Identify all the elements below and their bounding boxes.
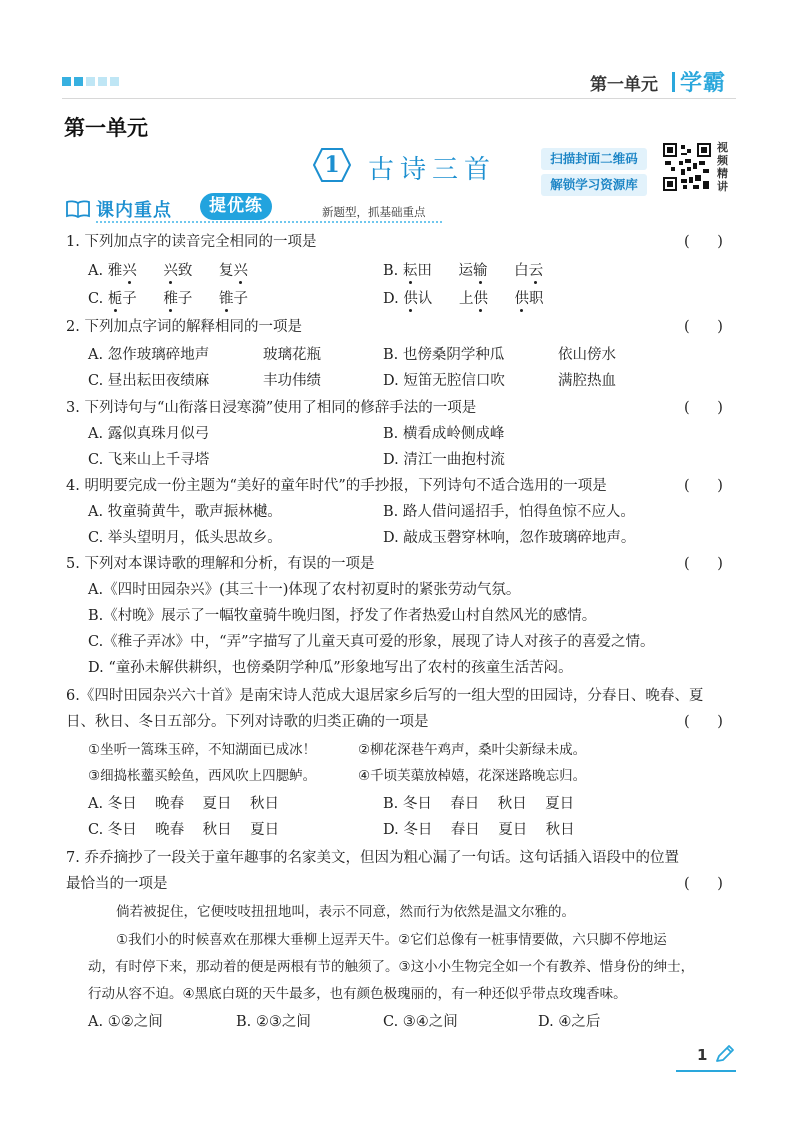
answer-bracket[interactable]: ( ) — [684, 876, 723, 892]
section-subtitle: 新题型，抓基础重点 — [322, 205, 426, 219]
q6-poem-3: ③细捣枨虀买鲙鱼，西风吹上四腮鲈。 — [88, 768, 317, 784]
question-4-stem: 4. 明明要完成一份主题为“美好的童年时代”的手抄报，下列诗句不适合选用的一项是 — [66, 478, 607, 494]
section-divider — [96, 221, 442, 223]
q1-option-d: D. 供认 上供 供职 — [383, 291, 544, 307]
q2-option-b-2: 依山傍水 — [558, 347, 616, 363]
q1-option-c: C. 栀子 稚子 锥子 — [88, 291, 249, 307]
q7-missing-sentence: 倘若被捉住，它便吱吱扭扭地叫，表示不同意，然而行为依然是温文尔雅的。 — [116, 904, 575, 920]
q4-option-c: C. 举头望明月，低头思故乡。 — [88, 530, 282, 546]
question-6-stem-line1: 6.《四时田园杂兴六十首》是南宋诗人范成大退居家乡后写的一组大型的田园诗，分春日、晚春、夏 — [66, 688, 704, 704]
question-5-stem: 5. 下列对本课诗歌的理解和分析，有误的一项是 — [66, 556, 375, 572]
question-7-stem-line2: 最恰当的一项是 — [66, 876, 168, 892]
q6-option-a: A. 冬日 晚春 夏日 秋日 — [88, 796, 279, 812]
q6-poem-4: ④千顷芙蕖放棹嬉，花深迷路晚忘归。 — [358, 768, 587, 784]
q6-option-b: B. 冬日 春日 秋日 夏日 — [383, 796, 575, 812]
question-7-stem-line1: 7. 乔乔摘抄了一段关于童年趣事的名家美文，但因为粗心漏了一句话。这句话插入语段中的位置 — [66, 850, 679, 866]
qr-prompt — [541, 148, 647, 200]
q3-option-c: C. 飞来山上千寻塔 — [88, 452, 210, 468]
q7-option-a: A. ①②之间 — [88, 1014, 163, 1030]
q5-option-c: C.《稚子弄冰》中，“弄”字描写了儿童天真可爱的形象，展现了诗人对孩子的喜爱之情。 — [88, 634, 655, 650]
question-6-stem-line2: 日、秋日、冬日五部分。下列对诗歌的归类正确的一项是 — [66, 714, 429, 730]
q1-option-a: A. 雅兴 兴致 复兴 — [88, 263, 248, 279]
question-1-stem: 1. 下列加点字的读音完全相同的一项是 — [66, 234, 317, 250]
q6-poem-2: ②柳花深巷午鸡声，桑叶尖新绿未成。 — [358, 742, 587, 758]
q4-option-a: A. 牧童骑黄牛，歌声振林樾。 — [88, 504, 282, 520]
lesson-number: 1 — [324, 152, 340, 178]
answer-bracket[interactable]: ( ) — [684, 556, 723, 572]
q3-option-d: D. 清江一曲抱村流 — [383, 452, 505, 468]
qr-code-icon[interactable] — [663, 143, 711, 191]
q2-option-c-1: C. 昼出耘田夜绩麻 — [88, 373, 210, 389]
q3-option-a: A. 露似真珠月似弓 — [88, 426, 210, 442]
brand-logo: 学霸 — [672, 66, 726, 97]
q5-option-b: B.《村晚》展示了一幅牧童骑牛晚归图，抒发了作者热爱山村自然风光的感情。 — [88, 608, 597, 624]
q3-option-b: B. 横看成岭侧成峰 — [383, 426, 505, 442]
q2-option-b-1: B. 也傍桑阴学种瓜 — [383, 347, 505, 363]
header-rule — [62, 98, 736, 99]
q2-option-c-2: 丰功伟绩 — [263, 373, 321, 389]
answer-bracket[interactable]: ( ) — [684, 400, 723, 416]
question-3-stem: 3. 下列诗句与“山衔落日浸寒漪”使用了相同的修辞手法的一项是 — [66, 400, 477, 416]
q7-option-d: D. ④之后 — [538, 1014, 601, 1030]
q4-option-d: D. 敲成玉磬穿林响，忽作玻璃碎地声。 — [383, 530, 636, 546]
answer-bracket[interactable]: ( ) — [684, 714, 723, 730]
q2-option-a-1: A. 忽作玻璃碎地声 — [88, 347, 210, 363]
section-pill: 提优练 — [200, 193, 272, 220]
footer-rule — [676, 1070, 736, 1072]
q7-passage-line1: ①我们小的时候喜欢在那棵大垂柳上逗弄天牛。②它们总像有一桩事情要做，六只脚不停地运 — [116, 932, 667, 948]
unit-title: 第一单元 — [64, 116, 148, 140]
book-icon — [66, 200, 90, 218]
q4-option-b: B. 路人借问遥招手，怕得鱼惊不应人。 — [383, 504, 635, 520]
qr-prompt-line1: 扫描封面二维码 — [541, 148, 647, 170]
q2-option-d-1: D. 短笛无腔信口吹 — [383, 373, 505, 389]
answer-bracket[interactable]: ( ) — [684, 319, 723, 335]
header-decoration — [62, 77, 119, 86]
q2-option-d-2: 满腔热血 — [558, 373, 616, 389]
q7-passage-line2: 动，有时停下来，那动着的便是两根有节的触须了。③这小小生物完全如一个有教养、惜身份的绅士， — [88, 959, 695, 975]
q6-poem-1: ①坐听一篙珠玉碎，不知湖面已成冰！ — [88, 742, 317, 758]
q1-option-b: B. 耘田 运输 白云 — [383, 263, 544, 279]
qr-side-label: 视频精讲 — [717, 141, 728, 193]
question-2-stem: 2. 下列加点字词的解释相同的一项是 — [66, 319, 302, 335]
lesson-title: 古诗三首 — [368, 155, 497, 185]
section-title: 课内重点 — [96, 200, 172, 221]
q7-passage-line3: 行动从容不迫。④黑底白斑的天牛最多，也有颜色极瑰丽的，有一种还似乎带点玫瑰香味。 — [88, 986, 627, 1002]
answer-bracket[interactable]: ( ) — [684, 478, 723, 494]
q7-option-b: B. ②③之间 — [236, 1014, 311, 1030]
page-number: 1 — [697, 1046, 708, 1064]
q6-option-c: C. 冬日 晚春 秋日 夏日 — [88, 822, 280, 838]
q2-option-a-2: 玻璃花瓶 — [263, 347, 321, 363]
header-unit: 第一单元 — [590, 75, 658, 95]
q7-option-c: C. ③④之间 — [383, 1014, 458, 1030]
answer-bracket[interactable]: ( ) — [684, 234, 723, 250]
pencil-icon — [713, 1044, 735, 1064]
q5-option-d: D. “童孙未解供耕织，也傍桑阴学种瓜”形象地写出了农村的孩童生活苦闷。 — [88, 660, 573, 676]
q6-option-d: D. 冬日 春日 夏日 秋日 — [383, 822, 575, 838]
q5-option-a: A.《四时田园杂兴》(其三十一)体现了农村初夏时的紧张劳动气氛。 — [88, 582, 521, 598]
qr-prompt-line2: 解锁学习资源库 — [541, 174, 647, 196]
